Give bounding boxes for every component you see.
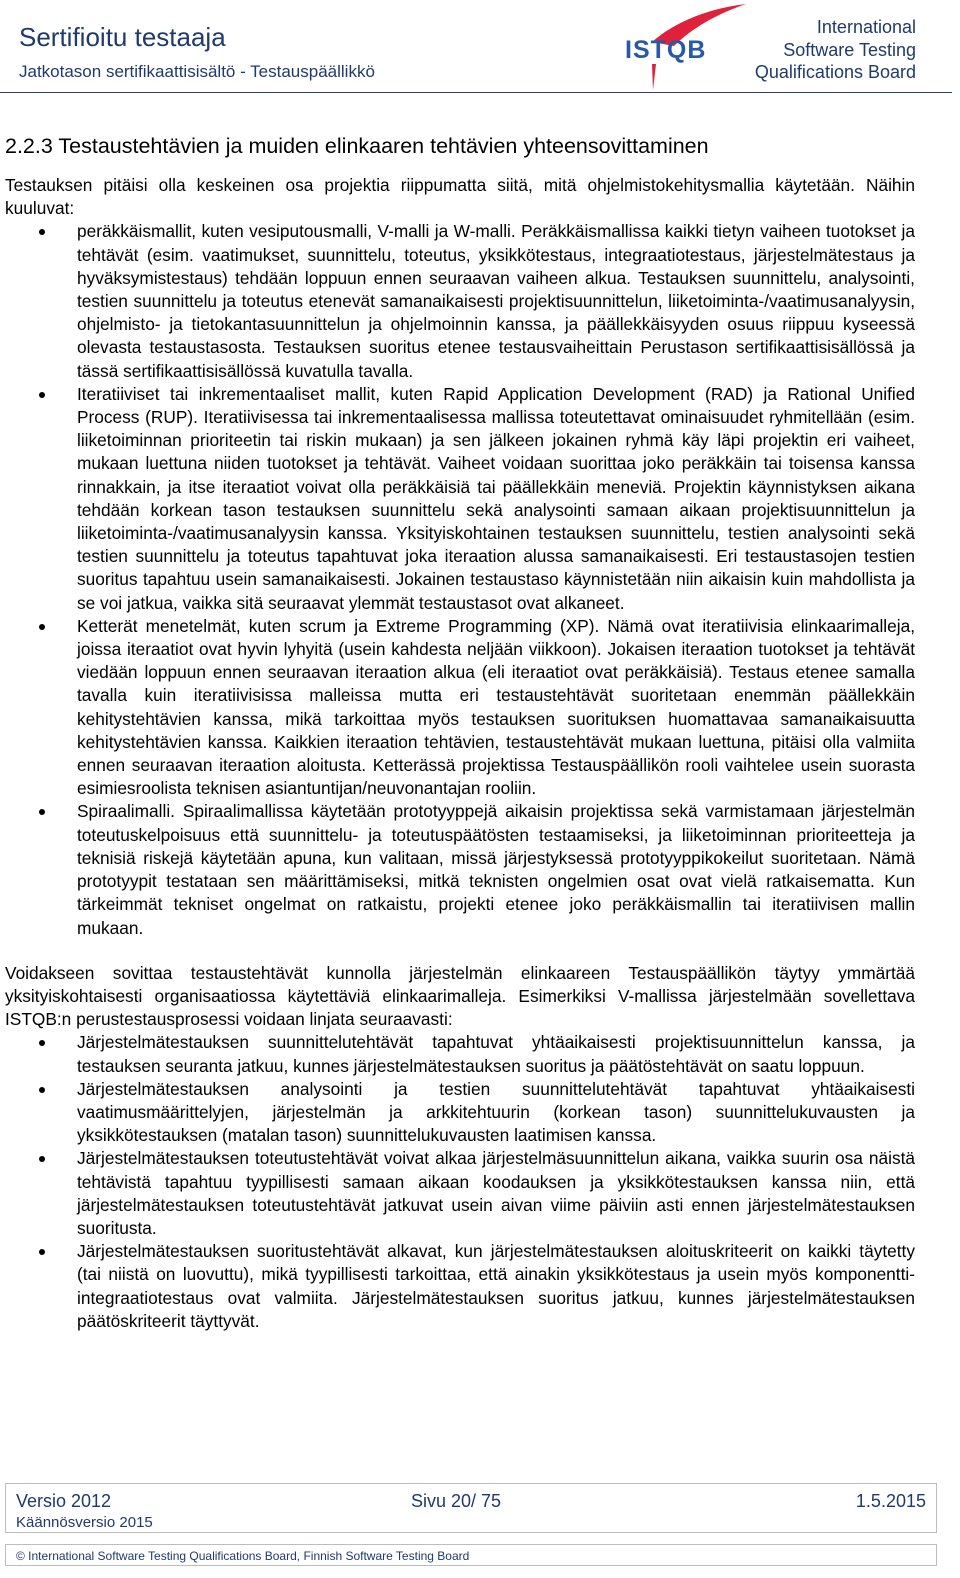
intro-paragraph: Testauksen pitäisi olla keskeinen osa projektia riippumatta siitä, mitä ohjelmistokehitysmallia käytetään. Näihin kuuluvat: xyxy=(5,175,915,219)
page-footer xyxy=(5,1483,937,1533)
list-item xyxy=(5,800,915,939)
document-subtitle: Jatkotason sertifikaattisisältö - Testauspäällikkö xyxy=(19,62,375,81)
list-item-text: Ketterät menetelmät, kuten scrum ja Extreme Programming (XP). Nämä ovat iteratiivisia elinkaarimalleja, joissa iteraatiot ovat hyvin lyhyitä (usein kahdesta neljään viikkoon). Jokaisen iteraation tuotokset ja tehtävät viedään loppuun ennen seuraavan iteraation alkua (eli iteraatiot ovat peräkkäisiä). Testaus etenee samalla tavalla kuin iteratiivisissa malleissa mutta eri testaustehtävät suoritetaan enemmän päällekkäin kehitystehtävien kanssa, mikä tarkoittaa myös testauksen suorituksen huomattavaa samanaikaisuutta kehitystehtävien kanssa. Kaikkien iteraation tehtävien, testaustehtävät mukaan luettuna, pitäisi olla valmiita ennen seuraavan iteraation aloitusta. Ketterässä projektissa Testauspäällikön rooli vaihtelee usein suorasta esimiesroolista teknisen asiantuntijan/neuvonantajan rooliin. xyxy=(77,615,915,799)
list-item xyxy=(5,383,915,615)
list-item-text: peräkkäismallit, kuten vesiputousmalli, V-malli ja W-malli. Peräkkäismallissa kaikki tietyn vaiheen tuotokset ja tehtävät (esim. vaatimukset, suunnittelu, toteutus, yksikkötestaus, integraatiotestaus, järjestelmätestaus ja hyväksymistestaus) tehdään loppuun ennen seuraavan vaiheen alkua. Testauksen suunnittelu, analysointi, testien suunnittelu ja toteutus etenevät samanaikaisesti projektisuunnittelun, liiketoiminta-/vaatimusanalyysin, ohjelmisto- ja tietokantasuunnittelun ja ohjelmoinnin kanssa, ja päällekkäisyyden osuus riippuu kyseessä olevasta testaustasosta. Testauksen suoritus etenee testausvaiheittain Perustason sertifikaattisisällössä ja tässä sertifikaattisisällössä kuvatulla tavalla. xyxy=(77,221,915,381)
version-label: Versio 2012 xyxy=(16,1491,112,1511)
list-item xyxy=(5,1031,915,1077)
organization-name xyxy=(755,16,916,84)
page-header xyxy=(0,0,960,95)
bullet-icon xyxy=(39,1087,45,1093)
document-title: Sertifioitu testaaja xyxy=(19,22,226,52)
release-date: 1.5.2015 xyxy=(855,1491,926,1511)
header-divider xyxy=(0,92,952,93)
list-item xyxy=(5,1078,915,1148)
logo-swoosh-tail xyxy=(652,64,656,90)
list-item xyxy=(5,220,915,382)
list-item-text: Järjestelmätestauksen suunnittelutehtävät tapahtuvat yhtäaikaisesti projektisuunnittelun kanssa, ja testauksen seuranta jatkuu, kunnes järjestelmätestauksen suoritus ja päätöstehtävät on saatu loppuun. xyxy=(77,1032,915,1076)
logo-text: ISTQB xyxy=(625,36,707,64)
translation-version-label: Käännösversio 2015 xyxy=(16,1514,153,1531)
list-item-text: Iteratiiviset tai inkrementaaliset mallit, kuten Rapid Application Development (RAD) ja Rational Unified Process (RUP). Iteratiivisessa tai inkrementaalisessa mallissa toteutettavat ominaisuudet ryhmitellään (esim. liiketoiminnan prioriteetin tai riskin mukaan) ja sen jälkeen jokainen ryhmä käy läpi projektin eri vaiheet, mukaan luettuna niiden tuotokset ja tehtävät. Vaiheet voidaan suorittaa joko peräkkäin tai toisensa kanssa rinnakkain, ja itse iteraatiot voivat olla peräkkäisiä tai päällekkäin meneviä. Projektin käynnistyksen aikana tehdään korkean tason testauksen suunnittelu sekä analysointi samaan aikaan projektisuunnittelun ja liiketoiminta-/vaatimusanalyysin kanssa. Yksityiskohtainen testauksen suunnittelu, testien analysointi sekä testien suunnittelu ja toteutus tapahtuvat joka iteraation alussa samanaikaisesti. Eri testaustasojen testien suoritus tapahtuu usein samanaikaisesti. Jokainen testaustaso käynnistetään niin aikaisin kuin mahdollista ja se voi jatkua, vaikka sitä seuraavat ylemmät testaustasot ovat alkaneet. xyxy=(77,383,915,613)
bullet-icon xyxy=(39,624,45,630)
alignment-list xyxy=(5,1031,915,1333)
istqb-logo xyxy=(622,2,750,92)
bullet-icon xyxy=(39,392,45,398)
bullet-icon xyxy=(39,1156,45,1162)
org-line-1: International xyxy=(816,17,916,37)
bullet-icon xyxy=(39,1249,45,1255)
list-item-text: Järjestelmätestauksen toteutustehtävät voivat alkaa järjestelmäsuunnittelun aikana, vaikka suurin osa näistä tehtävistä tapahtuu tyypillisesti samaan aikaan koodauksen ja yksikkötestauksen kanssa niin, että järjestelmätestauksen toteutustehtävät jatkuvat usein aivan viime päiviin asti ennen järjestelmätestauksen suoritusta. xyxy=(77,1148,915,1238)
list-item xyxy=(5,615,915,801)
alignment-intro-paragraph: Voidakseen sovittaa testaustehtävät kunnolla järjestelmän elinkaareen Testauspäällikön täytyy ymmärtää yksityiskohtaisesti organisaatiossa käytettäviä elinkaarimalleja. Esimerkiksi V-mallissa järjestelmään sovellettava ISTQB:n perustestausprosessi voidaan linjata seuraavasti: xyxy=(5,962,915,1030)
main-content xyxy=(5,133,915,1333)
copyright-notice: © International Software Testing Qualifications Board, Finnish Software Testing Board xyxy=(5,1544,937,1566)
page-number: Sivu 20/ 75 xyxy=(411,1491,502,1511)
list-item-text: Spiraalimalli. Spiraalimallissa käytetään prototyyppejä aikaisin projektissa sekä varmistamaan järjestelmän toteutuskelpoisuus että suunnittelu- ja toteutuspäätösten testaamiseksi, ja liiketoiminnan prioriteetteja ja teknisiä riskejä käytetään apuna, kun valitaan, missä järjestyksessä prototyyppikokeilut suoritetaan. Nämä prototyypit testataan sen määrittämiseksi, mitkä teknisten ongelmien osat ovat vielä ratkaisematta. Kun tärkeimmät tekniset ongelmat on ratkaistu, projekti etenee joko peräkkäismallin tai iteratiivisen mallin mukaan. xyxy=(77,801,915,938)
section-heading: 2.2.3 Testaustehtävien ja muiden elinkaaren tehtävien yhteensovittaminen xyxy=(5,134,709,158)
list-item-text: Järjestelmätestauksen suoritustehtävät alkavat, kun järjestelmätestauksen aloituskriteerit on kaikki täytetty (tai niistä on luovuttu), mikä tyypillisesti tarkoittaa, että ainakin yksikkötestaus ja usein myös komponentti-integraatiotestaus ovat valmiita. Järjestelmätestauksen suoritus jatkuu, kunnes järjestelmätestauksen päätöskriteerit täyttyvät. xyxy=(77,1241,915,1331)
bullet-icon xyxy=(39,1040,45,1046)
list-item-text: Järjestelmätestauksen analysointi ja testien suunnittelutehtävät tapahtuvat yhtäaikaisesti vaatimusmäärittelyjen, järjestelmän ja arkkitehtuurin (korkean tason) suunnittelukuvausten ja yksikkötestauksen (matalan tason) suunnittelukuvausten laatimisen kanssa. xyxy=(77,1078,915,1146)
bullet-icon xyxy=(39,809,45,815)
org-line-3: Qualifications Board xyxy=(754,62,916,82)
lifecycle-model-list xyxy=(5,220,915,939)
org-line-2: Software Testing xyxy=(783,39,916,60)
bullet-icon xyxy=(39,229,45,235)
list-item xyxy=(5,1147,915,1240)
list-item xyxy=(5,1240,915,1333)
